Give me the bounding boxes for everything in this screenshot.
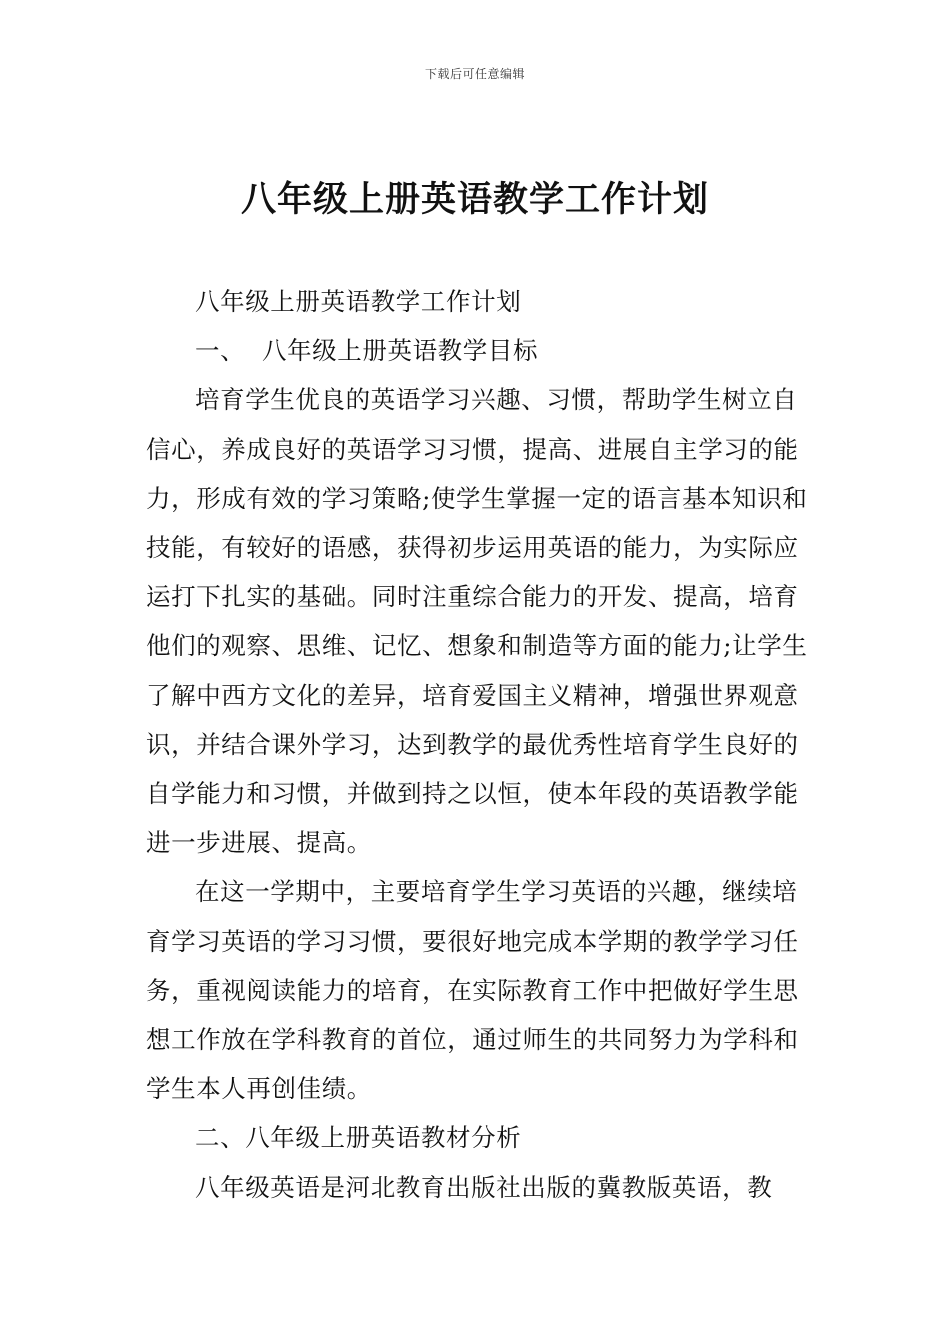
section-heading-goals: 一、 八年级上册英语教学目标 bbox=[195, 336, 539, 366]
paragraph-goals: 培育学生优良的英语学习兴趣、习惯，帮助学生树立自信心，养成良好的英语学习习惯，提高、进展自主学习的能力，形成有效的学习策略;使学生掌握一定的语言基本知识和技能，有较好的语感，获得初步运用英语的能力，为实际应运打下扎实的基础。同时注重综合能力的开发、提高，培育他们的观察、思维、记忆、想象和制造等方面的能力;让学生了解中西方文化的差异，培育爱国主义精神，增强世界观意识，并结合课外学习，达到教学的最优秀性培育学生良好的自学能力和习惯，并做到持之以恒，使本年段的英语教学能进一步进展、提高。 bbox=[146, 385, 808, 858]
document-body bbox=[146, 277, 811, 1212]
document-title: 八年级上册英语教学工作计划 bbox=[240, 180, 709, 220]
section-heading-textbook: 二、八年级上册英语教材分析 bbox=[195, 1123, 522, 1153]
intro-line: 八年级上册英语教学工作计划 bbox=[195, 287, 522, 316]
page-header-note: 下载后可任意编辑 bbox=[424, 67, 525, 81]
paragraph-textbook: 八年级英语是河北教育出版社出版的冀教版英语，教 bbox=[195, 1172, 773, 1202]
paragraph-semester: 在这一学期中，主要培育学生学习英语的兴趣，继续培育学习英语的学习习惯，要很好地完成本学期的教学学习任务，重视阅读能力的培育，在实际教育工作中把做好学生思想工作放在学科教育的首位，通过师生的共同努力为学科和学生本人再创佳绩。 bbox=[146, 877, 799, 1104]
